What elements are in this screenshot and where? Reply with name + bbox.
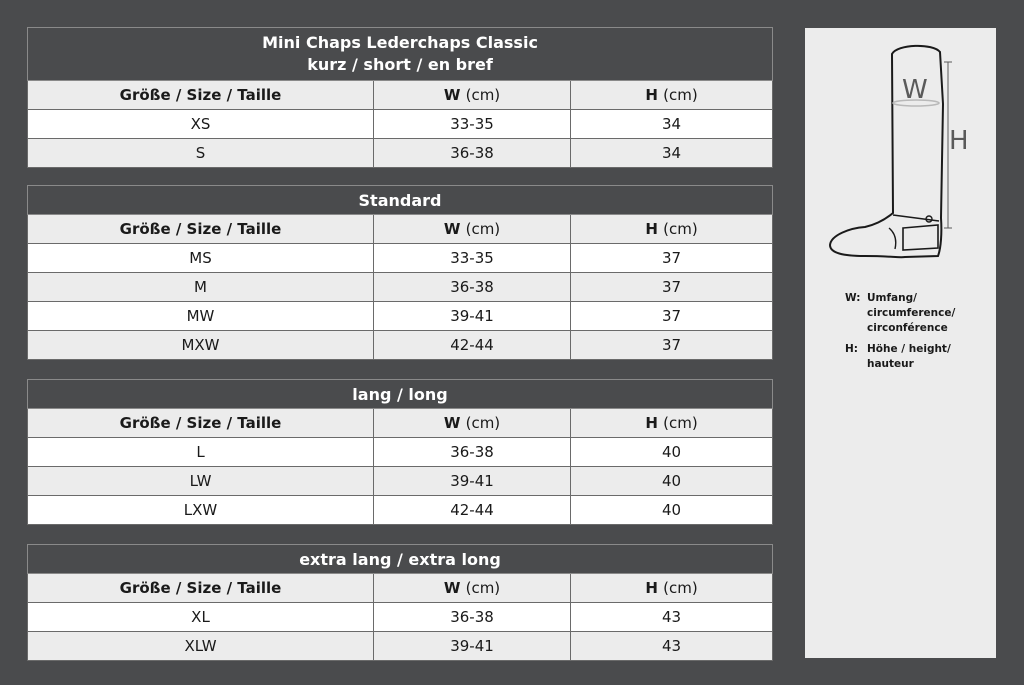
cell-size: LW — [28, 467, 374, 496]
table-row — [28, 331, 773, 360]
cell-size: MW — [28, 302, 374, 331]
header-width-unit: (cm) — [465, 579, 501, 597]
table-row — [28, 438, 773, 467]
cell-height: 37 — [571, 331, 773, 360]
header-width — [374, 574, 571, 603]
header-height-label: H — [645, 414, 658, 432]
table-title-row — [28, 186, 773, 215]
cell-size: LXW — [28, 496, 374, 525]
header-height — [571, 81, 773, 110]
size-table-extra-long — [27, 544, 773, 661]
table-row — [28, 632, 773, 661]
chaps-diagram — [805, 28, 996, 268]
table-header-row — [28, 409, 773, 438]
cell-size: M — [28, 273, 374, 302]
header-size: Größe / Size / Taille — [28, 574, 374, 603]
size-table-short — [27, 27, 773, 168]
cell-width: 36-38 — [374, 603, 571, 632]
header-width-label: W — [443, 220, 461, 238]
cell-height: 37 — [571, 273, 773, 302]
cell-height: 43 — [571, 603, 773, 632]
cell-height: 34 — [571, 139, 773, 168]
header-size: Größe / Size / Taille — [28, 409, 374, 438]
table-title-main: Mini Chaps Lederchaps Classic — [262, 33, 538, 52]
header-width — [374, 215, 571, 244]
cell-width: 39-41 — [374, 302, 571, 331]
table-row — [28, 302, 773, 331]
cell-height: 40 — [571, 438, 773, 467]
cell-size: MXW — [28, 331, 374, 360]
cell-width: 36-38 — [374, 273, 571, 302]
header-size: Größe / Size / Taille — [28, 215, 374, 244]
cell-width: 42-44 — [374, 331, 571, 360]
table-title-row — [28, 545, 773, 574]
table-title — [28, 28, 773, 81]
legend-item-w — [845, 291, 990, 336]
header-width-unit: (cm) — [465, 220, 501, 238]
table-row — [28, 273, 773, 302]
header-height — [571, 574, 773, 603]
measurement-panel — [805, 28, 996, 658]
cell-height: 40 — [571, 496, 773, 525]
header-width — [374, 81, 571, 110]
table-header-row — [28, 574, 773, 603]
cell-size: L — [28, 438, 374, 467]
cell-height: 43 — [571, 632, 773, 661]
table-title: extra lang / extra long — [28, 545, 773, 574]
table-title-row — [28, 380, 773, 409]
table-header-row — [28, 215, 773, 244]
header-width-label: W — [443, 414, 461, 432]
legend-item-h — [845, 342, 990, 372]
diagram-h-label: H — [949, 126, 969, 156]
cell-width: 36-38 — [374, 438, 571, 467]
header-height — [571, 215, 773, 244]
header-height-unit: (cm) — [663, 579, 698, 597]
cell-width: 39-41 — [374, 632, 571, 661]
header-width-label: W — [443, 86, 461, 104]
cell-size: XLW — [28, 632, 374, 661]
cell-width: 42-44 — [374, 496, 571, 525]
table-row — [28, 496, 773, 525]
cell-height: 37 — [571, 244, 773, 273]
size-table-standard — [27, 185, 773, 360]
cell-height: 37 — [571, 302, 773, 331]
header-height-unit: (cm) — [663, 414, 698, 432]
cell-size: MS — [28, 244, 374, 273]
cell-height: 40 — [571, 467, 773, 496]
cell-width: 39-41 — [374, 467, 571, 496]
legend-desc: Höhe / height/ hauteur — [867, 343, 951, 370]
cell-height: 34 — [571, 110, 773, 139]
table-title-row — [28, 28, 773, 81]
cell-width: 36-38 — [374, 139, 571, 168]
legend-key: W: — [845, 292, 861, 304]
header-height-label: H — [645, 579, 658, 597]
diagram-w-label: W — [902, 75, 928, 105]
header-width-label: W — [443, 579, 461, 597]
strap-shape — [903, 225, 938, 250]
cell-width: 33-35 — [374, 244, 571, 273]
table-row — [28, 110, 773, 139]
header-width-unit: (cm) — [465, 86, 501, 104]
size-table-long — [27, 379, 773, 525]
header-height-unit: (cm) — [663, 220, 698, 238]
header-height-label: H — [645, 86, 658, 104]
table-row — [28, 467, 773, 496]
table-title: lang / long — [28, 380, 773, 409]
legend — [845, 291, 990, 378]
legend-desc: Umfang/ circumference/ circonférence — [867, 292, 956, 334]
cell-size: XL — [28, 603, 374, 632]
cell-size: S — [28, 139, 374, 168]
cell-size: XS — [28, 110, 374, 139]
table-row — [28, 603, 773, 632]
header-width-unit: (cm) — [465, 414, 501, 432]
table-subtitle: kurz / short / en bref — [307, 55, 493, 74]
header-height-label: H — [645, 220, 658, 238]
header-width — [374, 409, 571, 438]
cell-width: 33-35 — [374, 110, 571, 139]
header-height-unit: (cm) — [663, 86, 698, 104]
header-height — [571, 409, 773, 438]
table-title: Standard — [28, 186, 773, 215]
table-row — [28, 244, 773, 273]
table-header-row — [28, 81, 773, 110]
header-size: Größe / Size / Taille — [28, 81, 374, 110]
table-row — [28, 139, 773, 168]
legend-key: H: — [845, 343, 858, 355]
